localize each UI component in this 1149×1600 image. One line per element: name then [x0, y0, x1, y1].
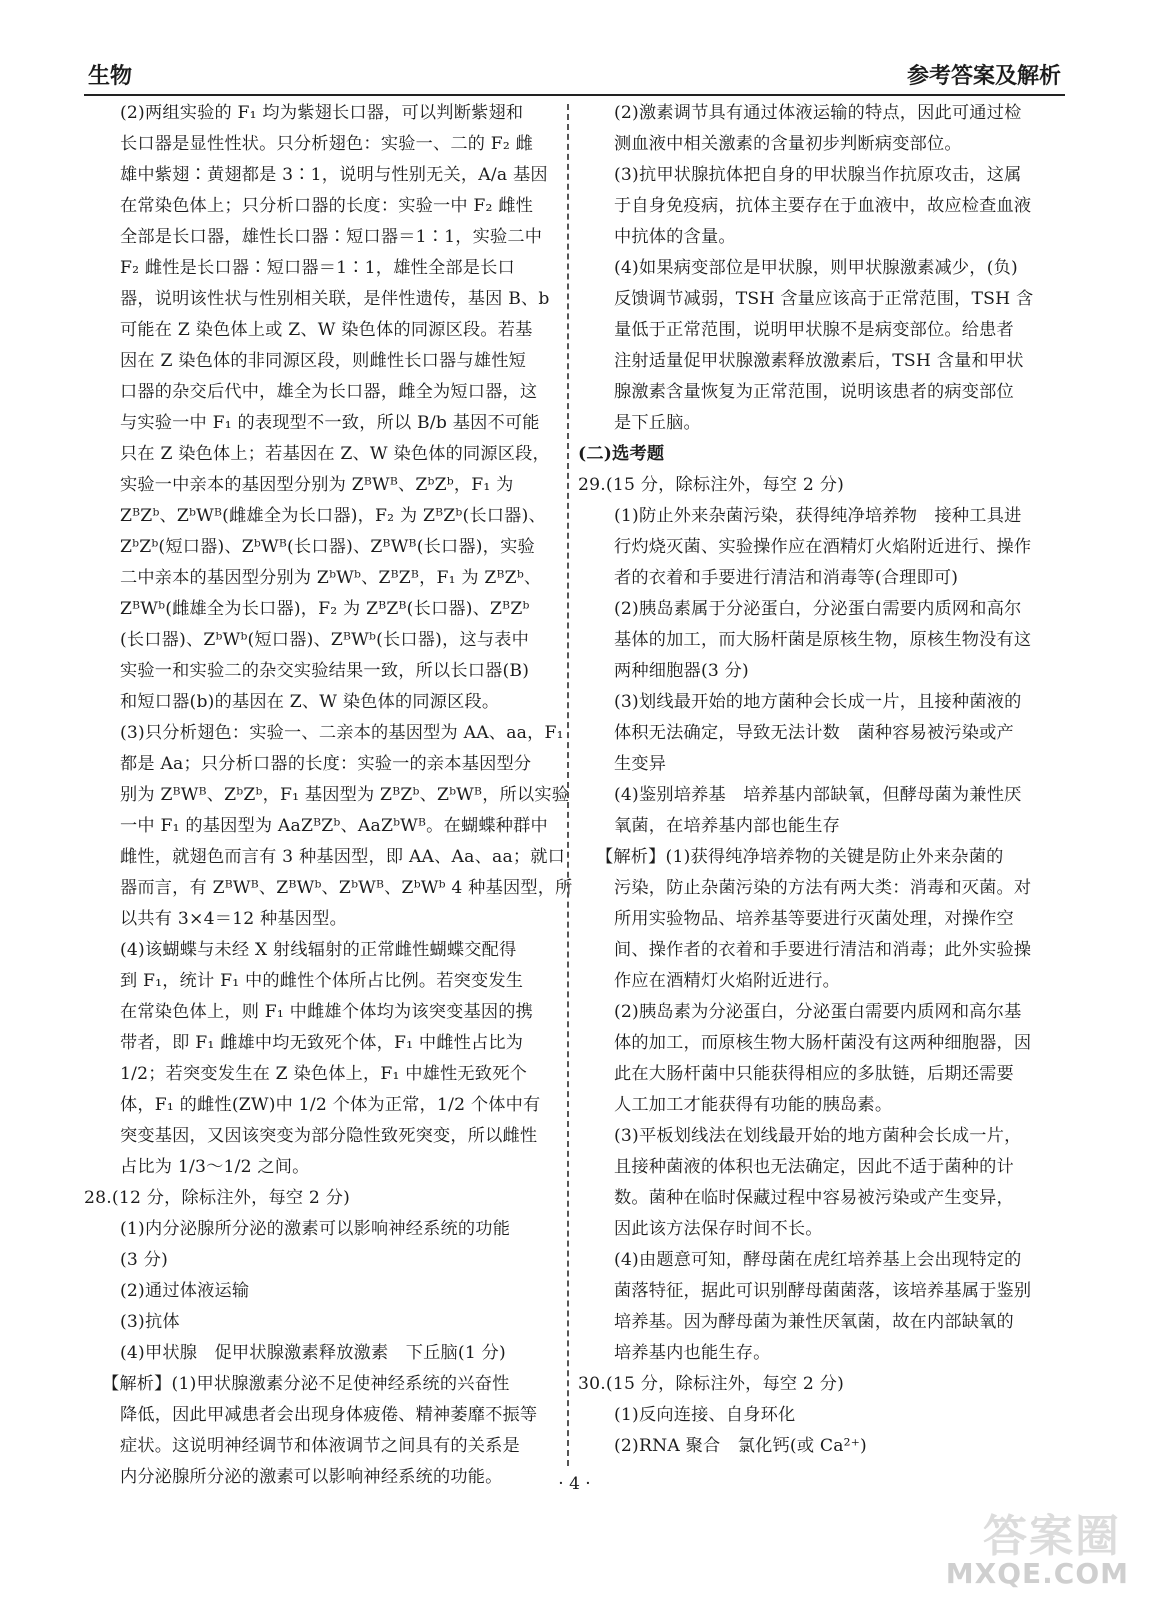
text-line: 体的加工，而原核生物大肠杆菌没有这两种细胞器，因 [614, 1033, 1032, 1053]
text-line: 带者，即 F₁ 雌雄中均无致死个体，F₁ 中雌性占比为 [120, 1033, 524, 1053]
text-line: ZᵇZᵇ(短口器)、ZᵇWᴮ(长口器)、ZᴮWᴮ(长口器)，实验 [120, 537, 535, 557]
text-line: 到 F₁，统计 F₁ 中的雌性个体所占比例。若突变发生 [120, 971, 524, 991]
text-line: (4)该蝴蝶与未经 X 射线辐射的正常雌性蝴蝶交配得 [120, 940, 517, 960]
watermark-logo: 答案圈 [983, 1511, 1121, 1562]
text-line: 降低，因此甲减患者会出现身体疲倦、精神萎靡不振等 [120, 1405, 538, 1425]
text-line: 体积无法确定，导致无法计数 菌种容易被污染或产 [614, 723, 1014, 743]
text-line: 注射适量促甲状腺激素释放激素后，TSH 含量和甲状 [614, 351, 1024, 371]
text-line: 只在 Z 染色体上；若基因在 Z、W 染色体的同源区段， [120, 444, 550, 464]
text-line: (2)RNA 聚合 氯化钙(或 Ca²⁺) [614, 1436, 867, 1456]
text-line: (2)通过体液运输 [120, 1281, 250, 1301]
text-line: 在常染色体上；只分析口器的长度：实验一中 F₂ 雌性 [120, 196, 534, 216]
text-line: 突变基因，又因该突变为部分隐性致死突变，所以雌性 [120, 1126, 538, 1146]
text-line: 体，F₁ 的雌性(ZW)中 1/2 个体为正常，1/2 个体中有 [120, 1095, 541, 1115]
text-line: 症状。这说明神经调节和体液调节之间具有的关系是 [120, 1436, 520, 1456]
text-line: 腺激素含量恢复为正常范围，说明该患者的病变部位 [614, 382, 1014, 402]
text-line: (4)如果病变部位是甲状腺，则甲状腺激素减少，(负) [614, 258, 1018, 278]
page-number: · 4 · [558, 1474, 591, 1494]
text-line: 于自身免疫病，抗体主要存在于血液中，故应检查血液 [614, 196, 1032, 216]
text-line: 是下丘脑。 [614, 413, 701, 433]
text-line: 口器的杂交后代中，雄全为长口器，雌全为短口器，这 [120, 382, 538, 402]
text-line: 生变异 [614, 754, 667, 774]
text-line: 培养基。因为酵母菌为兼性厌氧菌，故在内部缺氧的 [614, 1312, 1014, 1332]
text-line: 者的衣着和手要进行清洁和消毒等(合理即可) [614, 568, 959, 588]
text-line: ZᴮZᵇ、ZᵇWᴮ(雌雄全为长口器)，F₂ 为 ZᴮZᵇ(长口器)、 [120, 506, 546, 526]
text-line: (4)甲状腺 促甲状腺激素释放激素 下丘脑(1 分) [120, 1343, 506, 1363]
right-column [578, 98, 1064, 1462]
text-line: (长口器)、ZᵇWᵇ(短口器)、ZᴮWᵇ(长口器)，这与表中 [120, 630, 530, 650]
text-line: 实验一和实验二的杂交实验结果一致，所以长口器(B) [120, 661, 530, 681]
text-line: (4)鉴别培养基 培养基内部缺氧，但酵母菌为兼性厌 [614, 785, 1022, 805]
text-line: 与实验一中 F₁ 的表现型不一致，所以 B/b 基因不可能 [120, 413, 540, 433]
text-line: 因在 Z 染色体的非同源区段，则雌性长口器与雄性短 [120, 351, 526, 371]
text-line: 污染，防止杂菌污染的方法有两大类：消毒和灭菌。对 [614, 878, 1032, 898]
watermark-text: MXQE.COM [945, 1557, 1129, 1590]
text-line: 人工加工才能获得有功能的胰岛素。 [614, 1095, 893, 1115]
text-line: F₂ 雌性是长口器∶短口器＝1∶1，雄性全部是长口 [120, 258, 515, 278]
text-line: 雌性，就翅色而言有 3 种基因型，即 AA、Aa、aa；就口 [120, 847, 566, 867]
text-line: 内分泌腺所分泌的激素可以影响神经系统的功能。 [120, 1467, 503, 1487]
text-line: 都是 Aa；只分析口器的长度：实验一的亲本基因型分 [120, 754, 532, 774]
text-line: (2)胰岛素属于分泌蛋白，分泌蛋白需要内质网和高尔 [614, 599, 1022, 619]
text-line: (3)平板划线法在划线最开始的地方菌种会长成一片， [614, 1126, 1022, 1146]
text-line: 反馈调节减弱，TSH 含量应该高于正常范围，TSH 含 [614, 289, 1034, 309]
text-line: 培养基内也能生存。 [614, 1343, 771, 1363]
text-line: (2)激素调节具有通过体液运输的特点，因此可通过检 [614, 103, 1022, 123]
watermark [943, 1500, 1129, 1590]
text-line: 基体的加工，而大肠杆菌是原核生物，原核生物没有这 [614, 630, 1032, 650]
text-line: 长口器是显性性状。只分析翅色：实验一、二的 F₂ 雌 [120, 134, 534, 154]
text-line: 数。菌种在临时保藏过程中容易被污染或产生变异， [614, 1188, 1014, 1208]
text-line: 两种细胞器(3 分) [614, 661, 749, 681]
text-line: (3)抗甲状腺抗体把自身的甲状腺当作抗原攻击，这属 [614, 165, 1022, 185]
text-line: 别为 ZᴮWᴮ、ZᵇZᵇ，F₁ 基因型为 ZᴮZᵇ、ZᵇWᴮ，所以实验 [120, 785, 570, 805]
text-line: 28.(12 分，除标注外，每空 2 分) [84, 1188, 351, 1208]
text-line: 【解析】(1)获得纯净培养物的关键是防止外来杂菌的 [596, 847, 1004, 867]
text-line: 间、操作者的衣着和手要进行清洁和消毒；此外实验操 [614, 940, 1032, 960]
text-line: (1)防止外来杂菌污染，获得纯净培养物 接种工具进 [614, 506, 1022, 526]
column-divider [567, 104, 569, 1466]
text-line: 以共有 3×4＝12 种基因型。 [120, 909, 347, 929]
text-line: 作应在酒精灯火焰附近进行。 [614, 971, 841, 991]
text-line: 中抗体的含量。 [614, 227, 736, 247]
text-line: 器而言，有 ZᴮWᴮ、ZᴮWᵇ、ZᵇWᴮ、ZᵇWᵇ 4 种基因型，所 [120, 878, 573, 898]
text-line: 此在大肠杆菌中只能获得相应的多肽链，后期还需要 [614, 1064, 1014, 1084]
page-header [84, 58, 1065, 96]
text-line: (2)两组实验的 F₁ 均为紫翅长口器，可以判断紫翅和 [120, 103, 524, 123]
text-line: (二)选考题 [578, 444, 665, 464]
text-line: 量低于正常范围，说明甲状腺不是病变部位。给患者 [614, 320, 1014, 340]
text-line: (3 分) [120, 1250, 168, 1270]
text-line: 1/2；若突变发生在 Z 染色体上，F₁ 中雄性无致死个 [120, 1064, 527, 1084]
text-line: 器，说明该性状与性别相关联，是伴性遗传，基因 B、b [120, 289, 550, 309]
text-line: (3)只分析翅色：实验一、二亲本的基因型为 AA、aa，F₁ [120, 723, 564, 743]
text-line: 可能在 Z 染色体上或 Z、W 染色体的同源区段。若基 [120, 320, 533, 340]
text-line: 因此该方法保存时间不长。 [614, 1219, 823, 1239]
text-line: 29.(15 分，除标注外，每空 2 分) [578, 475, 845, 495]
text-line: 30.(15 分，除标注外，每空 2 分) [578, 1374, 845, 1394]
text-line: 二中亲本的基因型分别为 ZᵇWᵇ、ZᴮZᴮ，F₁ 为 ZᴮZᵇ、 [120, 568, 542, 588]
text-line: (2)胰岛素为分泌蛋白，分泌蛋白需要内质网和高尔基 [614, 1002, 1022, 1022]
text-line: 【解析】(1)甲状腺激素分泌不足使神经系统的兴奋性 [102, 1374, 510, 1394]
text-line: 全部是长口器，雄性长口器∶短口器＝1∶1，实验二中 [120, 227, 543, 247]
text-line: 所用实验物品、培养基等要进行灭菌处理，对操作空 [614, 909, 1014, 929]
text-line: (3)划线最开始的地方菌种会长成一片，且接种菌液的 [614, 692, 1022, 712]
text-line: 测血液中相关激素的含量初步判断病变部位。 [614, 134, 962, 154]
text-line: 行灼烧灭菌、实验操作应在酒精灯火焰附近进行、操作 [614, 537, 1032, 557]
text-line: 占比为 1/3～1/2 之间。 [120, 1157, 310, 1177]
text-line: 且接种菌液的体积也无法确定，因此不适于菌种的计 [614, 1157, 1014, 1177]
text-line: 雄中紫翅∶黄翅都是 3∶1，说明与性别无关，A/a 基因 [120, 165, 548, 185]
section-title: 参考答案及解析 [906, 63, 1061, 89]
text-line: 氧菌，在培养基内部也能生存 [614, 816, 841, 836]
text-line: 和短口器(b)的基因在 Z、W 染色体的同源区段。 [120, 692, 500, 712]
text-line: 实验一中亲本的基因型分别为 ZᴮWᴮ、ZᵇZᵇ，F₁ 为 [120, 475, 514, 495]
left-column [84, 98, 573, 1493]
text-line: 菌落特征，据此可识别酵母菌菌落，该培养基属于鉴别 [614, 1281, 1032, 1301]
text-line: 一中 F₁ 的基因型为 AaZᴮZᵇ、AaZᵇWᴮ。在蝴蝶种群中 [120, 816, 548, 836]
text-line: (3)抗体 [120, 1312, 180, 1332]
text-line: (1)内分泌腺所分泌的激素可以影响神经系统的功能 [120, 1219, 511, 1239]
subject-title: 生物 [88, 63, 133, 89]
text-line: (1)反向连接、自身环化 [614, 1405, 796, 1425]
text-line: ZᴮWᵇ(雌雄全为长口器)，F₂ 为 ZᴮZᴮ(长口器)、ZᴮZᵇ [120, 599, 530, 619]
text-line: 在常染色体上，则 F₁ 中雌雄个体均为该突变基因的携 [120, 1002, 534, 1022]
text-line: (4)由题意可知，酵母菌在虎红培养基上会出现特定的 [614, 1250, 1022, 1270]
